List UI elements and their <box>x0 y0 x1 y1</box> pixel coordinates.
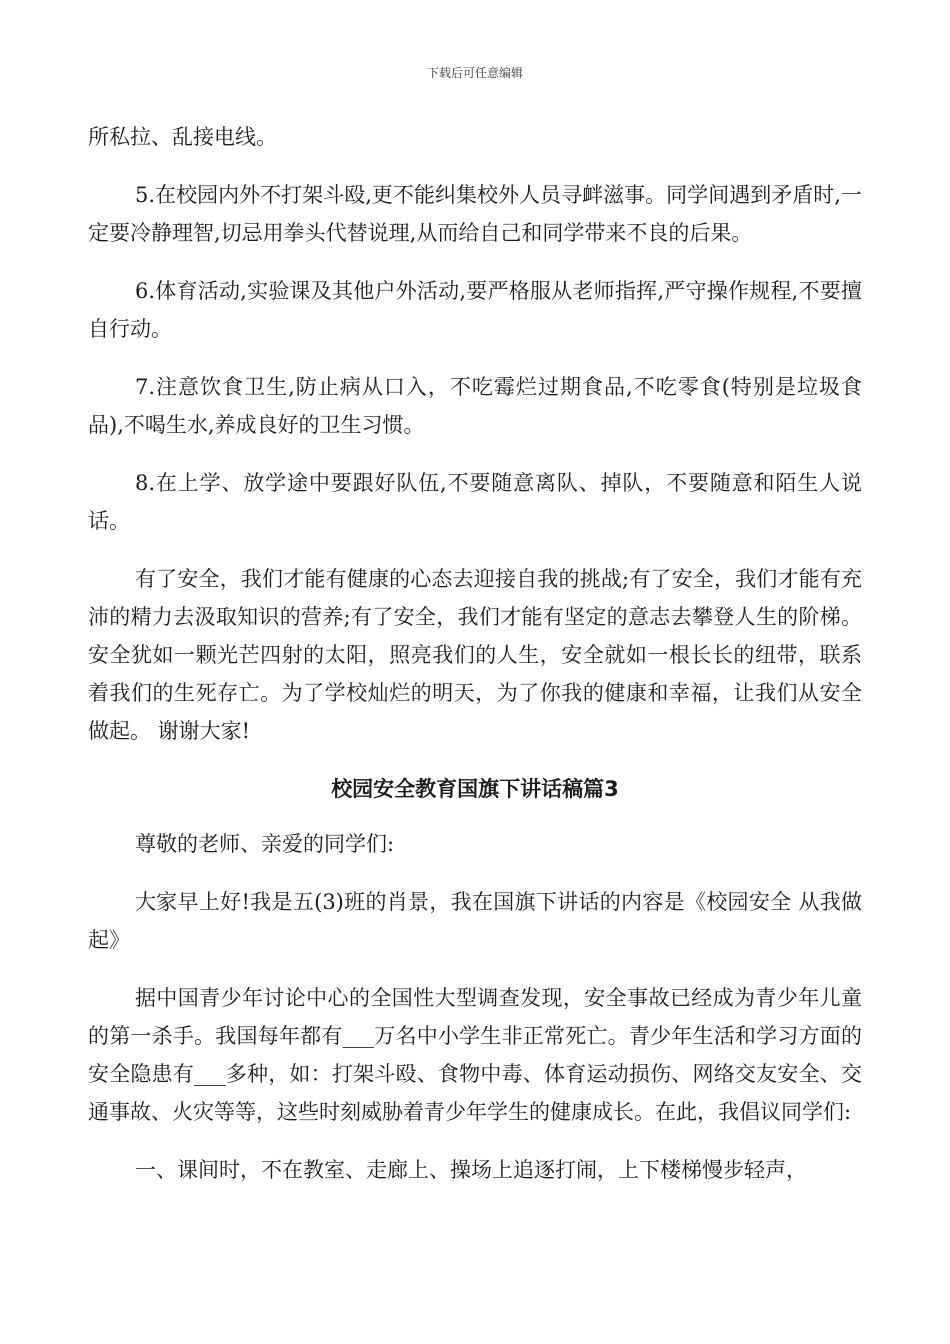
paragraph-rule-8: 8.在上学、放学途中要跟好队伍,不要随意离队、掉队，不要随意和陌生人说话。 <box>88 471 862 533</box>
paragraph-continuation: 所私拉、乱接电线。 <box>88 125 277 149</box>
paragraph-rule-6: 6.体育活动,实验课及其他户外活动,要严格服从老师指挥,严守操作规程,不要擅自行动。 <box>88 279 862 341</box>
paragraph-greeting: 大家早上好!我是五(3)班的肖景，我在国旗下讲话的内容是《校园安全 从我做起》 <box>88 890 862 952</box>
paragraph-rule-7: 7.注意饮食卫生,防止病从口入，不吃霉烂过期食品,不吃零食(特别是垃圾食品),不喝生水,养成良好的卫生习惯。 <box>88 375 862 437</box>
paragraph-item-1: 一、课间时，不在教室、走廊上、操场上追逐打闹，上下楼梯慢步轻声， <box>135 1158 807 1182</box>
section-heading: 校园安全教育国旗下讲话稿篇3 <box>331 777 619 801</box>
paragraph-survey: 据中国青少年讨论中心的全国性大型调查发现，安全事故已经成为青少年儿童的第一杀手。我国每年都有___万名中小学生非正常死亡。青少年生活和学习方面的安全隐患有___多种，如：打架斗殴、食物中毒、体育运动损伤、网络交友安全、交通事故、火灾等等，这些时刻威胁着青少年学生的健康成长。在此，我倡议同学们: <box>88 986 862 1124</box>
document-body <box>88 118 862 1209</box>
paragraph-salutation: 尊敬的老师、亲爱的同学们: <box>135 832 395 856</box>
page-header-note: 下载后可任意编辑 <box>426 66 523 80</box>
paragraph-conclusion: 有了安全，我们才能有健康的心态去迎接自我的挑战;有了安全，我们才能有充沛的精力去汲取知识的营养;有了安全，我们才能有坚定的意志去攀登人生的阶梯。安全犹如一颗光芒四射的太阳，照亮我们的人生，安全就如一根长长的纽带，联系着我们的生死存亡。为了学校灿烂的明天，为了你我的健康和幸福，让我们从安全做起。 谢谢大家! <box>88 567 862 743</box>
paragraph-rule-5: 5.在校园内外不打架斗殴,更不能纠集校外人员寻衅滋事。同学间遇到矛盾时,一定要冷静理智,切忌用拳头代替说理,从而给自己和同学带来不良的后果。 <box>88 183 862 245</box>
